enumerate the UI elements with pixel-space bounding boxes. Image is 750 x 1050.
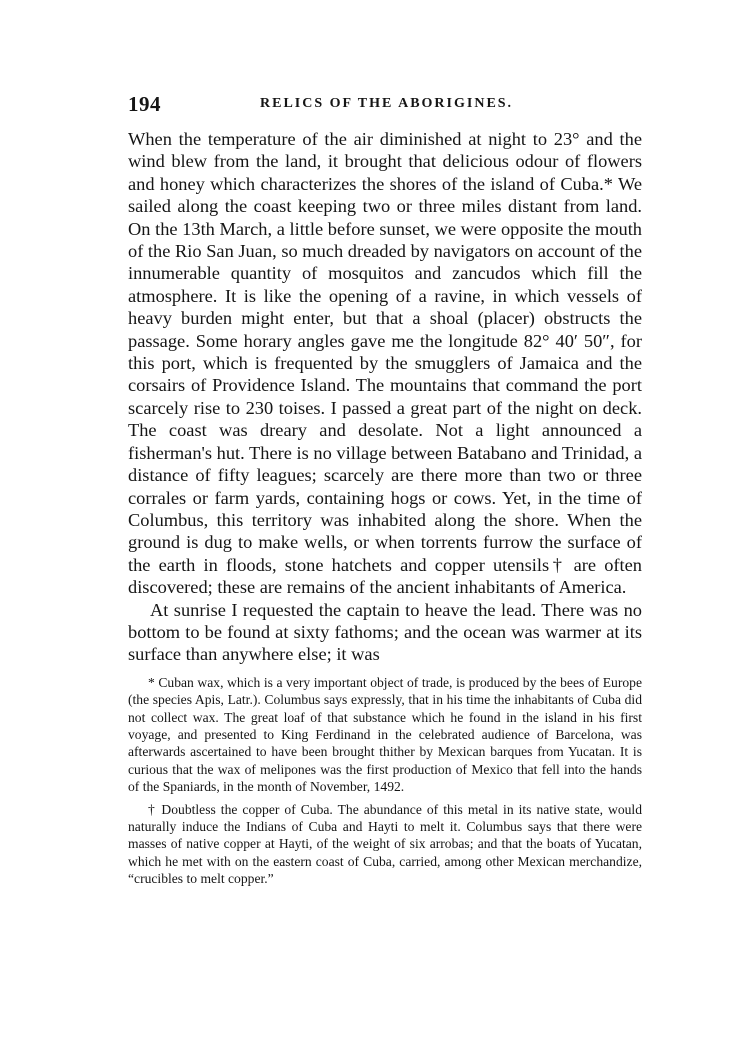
body-text [128, 128, 642, 666]
footnotes [128, 674, 642, 888]
body-paragraph-1: When the temperature of the air diminished at night to 23° and the wind blew from the land, it brought that delicious odour of flowers and honey which characterizes the shores of the island of Cuba.* We sailed along the coast keeping two or three miles distant from land. On the 13th March, a little before sunset, we were opposite the mouth of the Rio San Juan, so much dreaded by navigators on account of the innumerable quantity of mosquitos and zancudos which fill the atmosphere. It is like the opening of a ravine, in which vessels of heavy burden might enter, but that a shoal (placer) obstructs the passage. Some horary angles gave me the longitude 82° 40′ 50″, for this port, which is frequented by the smugglers of Jamaica and the corsairs of Providence Island. The mountains that command the port scarcely rise to 230 toises. I passed a great part of the night on deck. The coast was dreary and desolate. Not a light announced a fisherman's hut. There is no village between Batabano and Trinidad, a distance of fifty leagues; scarcely are there more than two or three corrales or farm yards, containing hogs or cows. Yet, in the time of Columbus, this territory was inhabited along the shore. When the ground is dug to make wells, or when torrents furrow the surface of the earth in floods, stone hatchets and copper utensils† are often discovered; these are remains of the ancient inhabitants of America. [128, 129, 642, 598]
body-paragraph-2: At sunrise I requested the captain to heave the lead. There was no bottom to be found at sixty fathoms; and the ocean was warmer at its surface than anywhere else; it was [128, 599, 642, 665]
running-title: RELICS OF THE ABORIGINES. [260, 96, 514, 111]
book-page [128, 92, 642, 888]
footnote-copper: † Doubtless the copper of Cuba. The abundance of this metal in its native state, would naturally induce the Indians of Cuba and Hayti to melt it. Columbus says that there were masses of native copper at Hayti, of the weight of six arrobas; and that the boats of Yucatan, which he met with on the eastern coast of Cuba, carried, among other Mexican merchandize, “crucibles to melt copper.” [128, 801, 642, 887]
running-head [128, 92, 642, 118]
page-number: 194 [128, 92, 161, 116]
footnote-wax: * Cuban wax, which is a very important object of trade, is produced by the bees of Europe (the species Apis, Latr.). Columbus says expressly, that in his time the inhabitants of Cuba did not collect wax. The great loaf of that substance which he found in the island in his first voyage, and presented to King Ferdinand in the celebrated audience of Barcelona, was afterwards ascertained to have been brought thither by Mexican barques from Yucatan. It is curious that the wax of melipones was the first production of Mexico that fell into the hands of the Spaniards, in the month of November, 1492. [128, 674, 642, 795]
